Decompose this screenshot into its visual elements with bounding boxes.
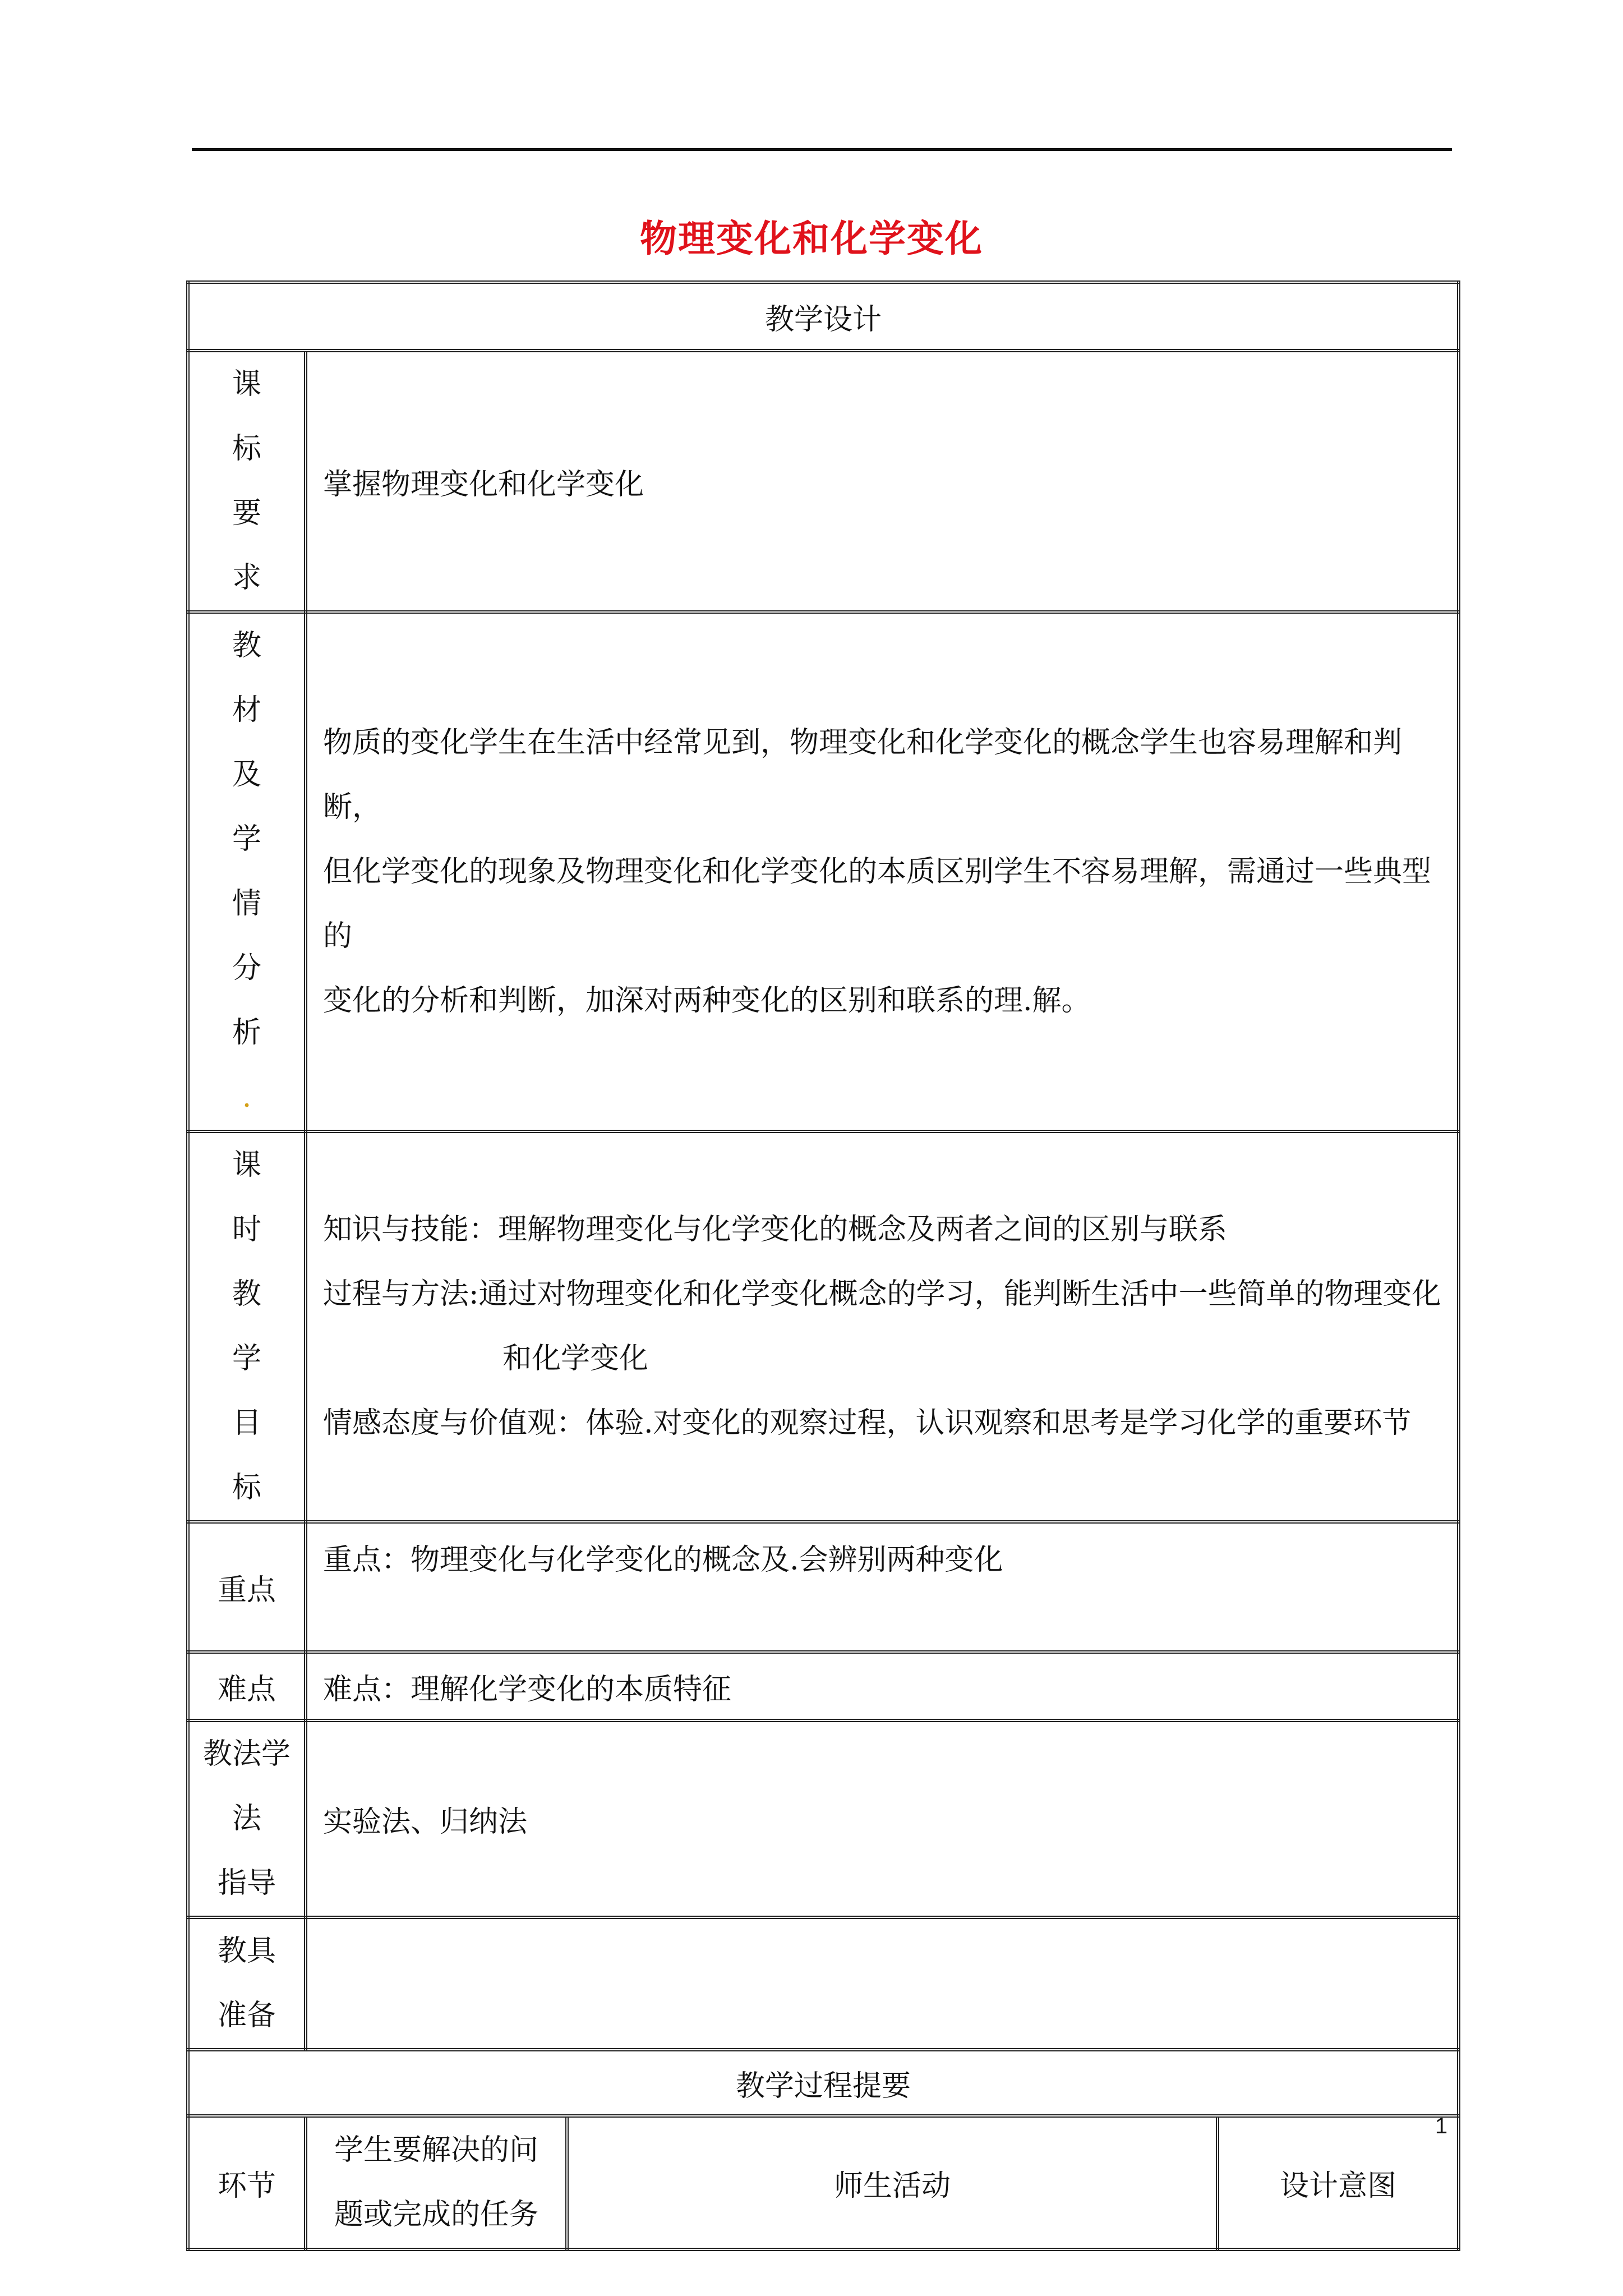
methods-label-line: 教法学: [202, 1737, 291, 1771]
tools-row: [188, 1917, 1459, 2050]
lesson-plan-table: [186, 280, 1460, 2251]
analysis-label-line: 学: [232, 822, 261, 856]
key-point-row: [188, 1522, 1459, 1652]
analysis-row: [188, 612, 1459, 1131]
analysis-line: 物质的变化学生在生活中经常见到，物理变化和化学变化的概念学生也容易理解和判断，: [323, 725, 1403, 824]
analysis-line: 但化学变化的现象及物理变化和化学变化的本质区别学生不容易理解，需通过一些典型的: [323, 854, 1432, 953]
process-col-tasks: [306, 2116, 567, 2249]
tools-content: [306, 1917, 1459, 2050]
objective-process-cont: 和化学变化: [502, 1342, 649, 1375]
methods-label-line: 法: [232, 1802, 261, 1835]
difficulty-row: [188, 1652, 1459, 1720]
standard-label: [188, 351, 306, 612]
analysis-label-line: 情: [232, 887, 261, 921]
objective-knowledge: 知识与技能：理解物理变化与化学变化的概念及两者之间的区别与联系: [323, 1213, 1228, 1246]
objectives-content: [306, 1131, 1459, 1522]
process-section-row: [188, 2050, 1459, 2116]
process-col-activities: 师生活动: [567, 2116, 1218, 2249]
process-col-intent: 设计意图: [1218, 2116, 1459, 2249]
objective-attitude: 情感态度与价值观：体验.对变化的观察过程，认识观察和思考是学习化学的重要环节: [323, 1406, 1412, 1440]
design-section-title: 教学设计: [188, 282, 1459, 351]
page-number: 1: [1435, 2114, 1448, 2138]
analysis-line: 变化的分析和判断，加深对两种变化的区别和联系的理.解。: [323, 983, 1091, 1018]
analysis-label: [188, 612, 306, 1131]
tools-label-line: 教具: [217, 1934, 276, 1968]
analysis-label-line: 析 .: [232, 1001, 261, 1130]
objectives-row: [188, 1131, 1459, 1522]
design-section-row: [188, 282, 1459, 351]
document-title: 物理变化和化学变化: [640, 217, 983, 260]
process-col-stage: 环节: [188, 2116, 306, 2249]
standard-row: [188, 351, 1459, 612]
objectives-label-line: 目: [232, 1406, 261, 1440]
difficulty-label: 难点: [188, 1652, 306, 1720]
methods-label: [188, 1720, 306, 1917]
objectives-label-line: 标: [232, 1471, 261, 1504]
analysis-label-line: 材: [232, 693, 261, 727]
analysis-content: [306, 612, 1459, 1131]
header-rule: [192, 148, 1452, 151]
analysis-label-line: 分: [232, 951, 261, 985]
difficulty-content: 难点：理解化学变化的本质特征: [306, 1652, 1459, 1720]
tools-label: [188, 1917, 306, 2050]
objectives-label: [188, 1131, 306, 1522]
key-point-label: 重点: [188, 1522, 306, 1652]
process-section-title: 教学过程提要: [188, 2050, 1459, 2116]
objectives-label-line: 教: [232, 1277, 261, 1311]
methods-row: [188, 1720, 1459, 1917]
standard-content: 掌握物理变化和化学变化: [306, 351, 1459, 612]
process-col-tasks-line: 题或完成的任务: [334, 2198, 538, 2231]
objectives-label-line: 课: [232, 1148, 261, 1182]
methods-label-line: 指导: [217, 1866, 276, 1900]
tools-label-line: 准备: [217, 1999, 276, 2032]
standard-label-line: 要 求: [232, 496, 276, 595]
standard-label-line: 课 标: [232, 367, 276, 466]
key-point-content: 重点：物理变化与化学变化的概念及.会辨别两种变化: [306, 1522, 1459, 1652]
analysis-label-mark: .: [242, 1080, 252, 1114]
process-header-row: [188, 2116, 1459, 2249]
objectives-label-line: 学: [232, 1342, 261, 1375]
analysis-label-line: 教: [232, 629, 261, 662]
analysis-label-line: 及: [232, 758, 261, 792]
methods-content: 实验法、归纳法: [306, 1720, 1459, 1917]
process-col-tasks-line: 学生要解决的问: [334, 2133, 538, 2167]
objectives-label-line: 时: [232, 1213, 261, 1246]
objective-process: 过程与方法:通过对物理变化和化学变化概念的学习，能判断生活中一些简单的物理变化: [323, 1277, 1441, 1311]
